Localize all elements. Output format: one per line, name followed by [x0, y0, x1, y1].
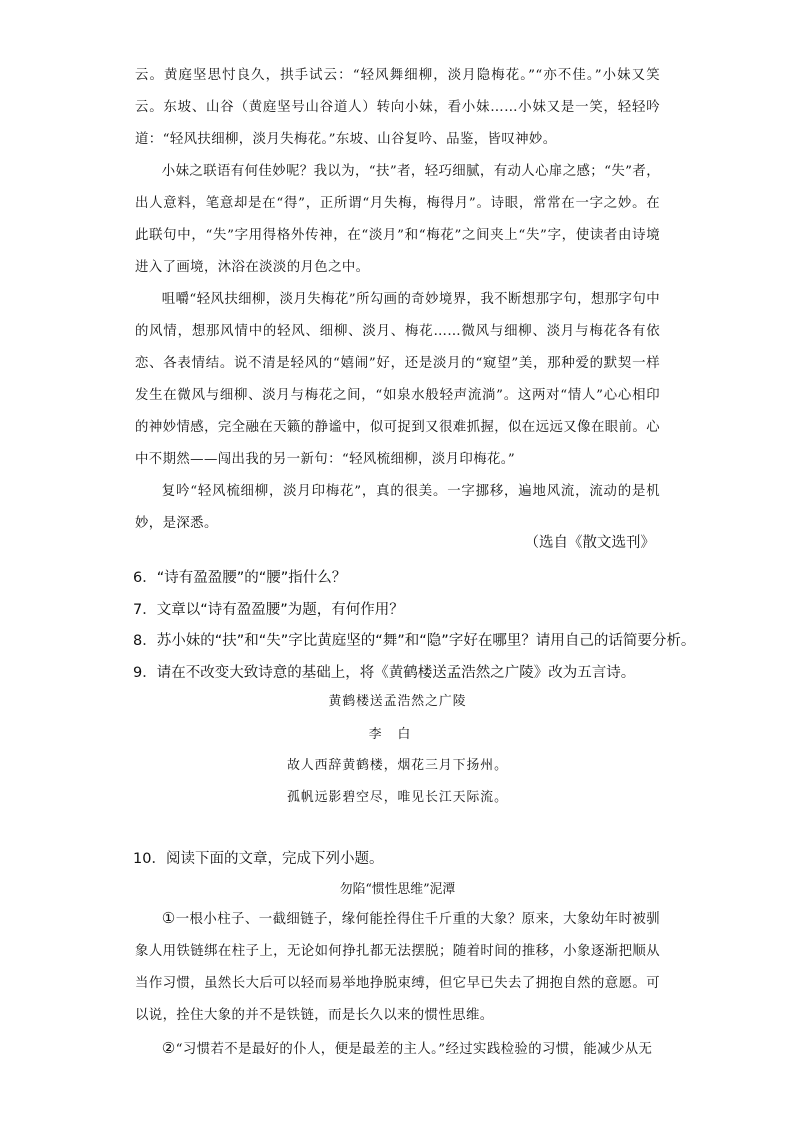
poem-title: 黄鹤楼送孟浩然之广陵 [328, 694, 467, 709]
paragraph-text: “习惯若不是最好的仆人，便是最差的主人。”经过实践检验的习惯，能减少从无 [175, 1042, 653, 1057]
passage-body [135, 60, 660, 540]
question-10: 10．阅读下面的文章，完成下列小题。 [133, 851, 384, 867]
article-paragraph [135, 1032, 660, 1066]
question-8: 8．苏小妹的“扶”和“失”字比黄庭坚的“舞”和“隐”字好在哪里？请用自己的话简要分析。 [133, 633, 696, 649]
paragraph-number: ① [161, 909, 176, 927]
passage-paragraph: 咀嚼“轻风扶细柳，淡月失梅花”所勾画的奇妙境界，我不断想那字句，想那字句中的风情，想那风情中的轻风、细柳、淡月、梅花……微风与细柳、淡月与梅花各有依恋、各表情结。说不清是轻风的“嬉闹”好，还是淡月的“窥望”美，那种爱的默契一样发生在微风与细柳、淡月与梅花之间，“如泉水般轻声流淌”。这两对“情人”心心相印的神妙情感，完全融在天籁的静谧中，似可捉到又很难抓握，似在远远又像在眼前。心中不期然——闯出我的另一新句：“轻风梳细柳，淡月印梅花。” [135, 292, 660, 467]
question-7: 7．文章以“诗有盈盈腰”为题，有何作用？ [133, 601, 404, 618]
poem-line: 故人西辞黄鹤楼，烟花三月下扬州。 [287, 758, 508, 773]
poem-line: 孤帆远影碧空尽，唯见长江天际流。 [287, 790, 508, 805]
passage-paragraph: 复吟“轻风梳细柳，淡月印梅花”，真的很美。一字挪移，遍地风流，流动的是机妙，是深悉。 [135, 484, 660, 531]
question-9: 9．请在不改变大致诗意的基础上，将《黄鹤楼送孟浩然之广陵》改为五言诗。 [133, 664, 636, 681]
poem-author: 李白 [368, 727, 427, 742]
article-paragraph [135, 902, 660, 1032]
passage-paragraph: 小妹之联语有何佳妙呢？我以为，“扶”者，轻巧细腻，有动人心扉之感；“失”者，出人意料，笔意却是在“得”，正所谓“月失梅，梅得月”。诗眼，常常在一字之妙。在此联句中，“失”字用得格外传神，在“淡月”和“梅花”之间夹上“失”字，使读者由诗境进入了画境，沐浴在淡淡的月色之中。 [135, 164, 660, 275]
question-6: 6．“诗有盈盈腰”的“腰”指什么？ [133, 570, 347, 586]
passage-paragraph: 云。黄庭坚思忖良久，拱手试云：“轻风舞细柳，淡月隐梅花。”“亦不佳。”小妹又笑云。东坡、山谷（黄庭坚号山谷道人）转向小妹，看小妹……小妹又是一笑，轻轻吟道：“轻风扶细柳，淡月失梅花。”东坡、山谷复吟、品鉴，皆叹神妙。 [135, 68, 660, 147]
question-list [133, 563, 696, 689]
article-title: 勿陷“惯性思维”泥潭 [339, 882, 456, 897]
paragraph-text: 一根小柱子、一截细链子，缘何能拴得住千斤重的大象？原来，大象幼年时被驯象人用铁链绑在柱子上，无论如何挣扎都无法摆脱；随着时间的推移，小象逐渐把顺从当作习惯，虽然长大后可以轻而易举地挣脱束缚，但它早已失去了拥抱自然的意愿。可以说，拴住大象的并不是铁链，而是长久以来的惯性思维。 [135, 912, 660, 1023]
paragraph-number: ② [161, 1039, 176, 1057]
article-body [135, 902, 660, 1066]
passage-source: （选自《散文选刊》 [524, 535, 655, 551]
